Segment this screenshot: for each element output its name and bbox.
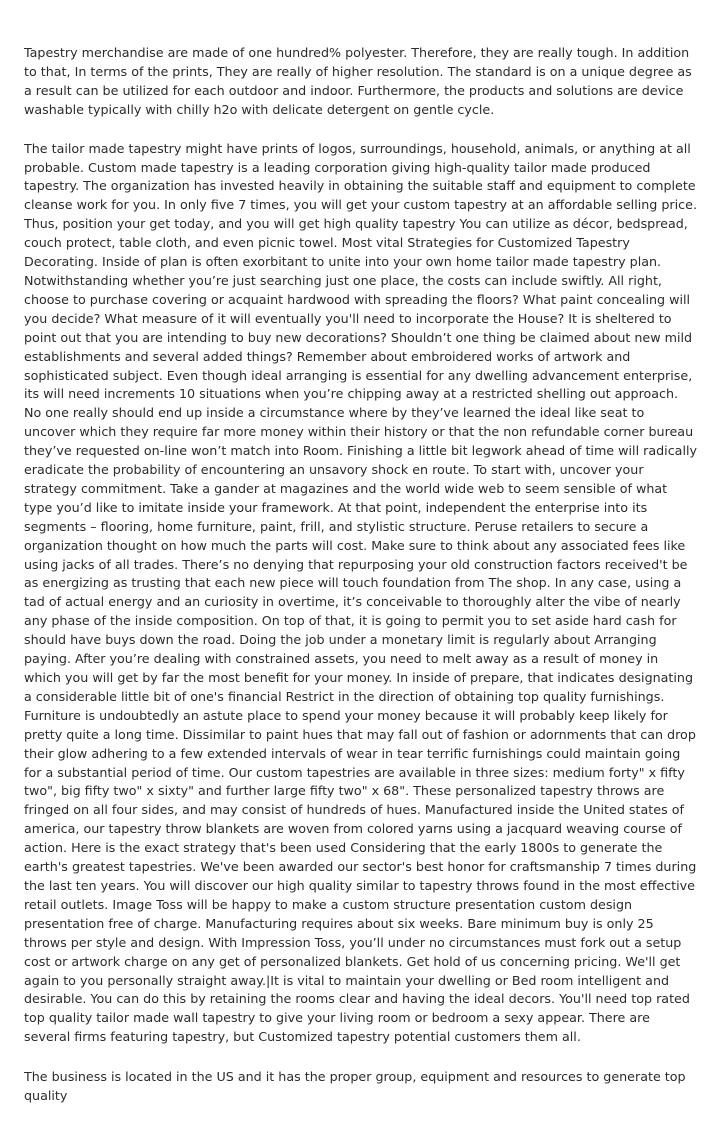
- paragraph-intro: Tapestry merchandise are made of one hundred% polyester. Therefore, they are really tough. In addition to that, In terms of the prints, They are really of higher resolution. The standard is on a unique degree as a result can be utilized for each outdoor and indoor. Furthermore, the products and solutions are device washable typically with chilly h2o with delicate detergent on gentle cycle.: [24, 45, 692, 117]
- paragraph-closing: The business is located in the US and it has the proper group, equipment and resources to generate top quality: [24, 1069, 686, 1104]
- paragraph-main: The tailor made tapestry might have prints of logos, surroundings, household, animals, or anything at all probable. Custom made tapestry is a leading corporation giving high-quality tailor made produced tapestry. The organization has invested heavily in obtaining the suitable staff and equipment to complete cleanse work for you. In only five 7 times, you will get your custom tapestry at an affordable selling price. Thus, position your get today, and you will get high quality tapestry You can utilize as décor, bedspread, couch protect, table cloth, and even picnic towel. Most vital Strategies for Customized Tapestry Decorating. Inside of plan is often exorbitant to unite into your own home tailor made tapestry plan. Notwithstanding whether you’re just searching just one place, the costs can include swiftly. All right, choose to purchase covering or acquaint hardwood with spreading the floors? What paint concealing will you decide? What measure of it will eventually you'll need to incorporate the House? It is sheltered to point out that you are intending to buy new decorations? Shouldn’t one thing be claimed about new mild establishments and several added things? Remember about embroidered works of artwork and sophisticated subject. Even though ideal arranging is essential for any dwelling advancement enterprise, its will need increments 10 situations when you’re chipping away at a restricted shelling out approach. No one really should end up inside a circumstance where by they’ve learned the ideal like seat to uncover which they require far more money within their history or that the non refundable corner bureau they’ve requested on-line won’t match into Room. Finishing a little bit legwork ahead of time will radically eradicate the probability of encountering an unsavory shock en route. To start with, uncover your strategy commitment. Take a gander at magazines and the world wide web to seem sensible of what type you’d like to imitate inside your framework. At that point, independent the enterprise into its segments – flooring, home furniture, paint, frill, and stylistic structure. Peruse retailers to secure a organization thought on how much the parts will cost. Make sure to think about any associated fees like using jacks of all trades. There’s no denying that repurposing your old construction factors received't be as energizing as trusting that each new piece will touch foundation from The shop. In any case, using a tad of actual energy and an curiosity in overtime, it’s conceivable to thoroughly alter the vibe of nearly any phase of the inside composition. On top of that, it is going to permit you to set aside hard cash for should have buys down the road. Doing the job under a monetary limit is regularly about Arranging paying. After you’re dealing with constrained assets, you need to melt away as a result of money in which you will get by far the most benefit for your money. In inside of prepare, that indicates designating a considerable little bit of one's financial Restrict in the direction of obtaining top quality furnishings. Furniture is undoubtedly an astute place to spend your money because it will probably keep likely for pretty quite a long time. Dissimilar to paint hues that may fall out of fashion or adornments that can drop their glow adhering to a few extended intervals of wear in tear terrific furnishings could maintain going for a substantial period of time. Our custom tapestries are available in three sizes: medium forty" x fifty two", big fifty two" x sixty" and further large fifty two" x 68". These personalized tapestry throws are fringed on all four sides, and may consist of hundreds of hues. Manufactured inside the United states of america, our tapestry throw blankets are woven from colored yarns using a jacquard weaving course of action. Here is the exact strategy that's been used Considering that the early 1800s to generate the earth's greatest tapestries. We've been awarded our sector's best honor for craftsmanship 7 times during the last ten years. You will discover our high quality similar to tapestry throws found in the most effective retail outlets. Image Toss will be happy to make a custom structure presentation custom design presentation free of charge. Manufacturing requires about six weeks. Bare minimum buy is only 25 throws per style and design. With Impression Toss, you’ll under no circumstances must fork out a setup cost or artwork charge on any get of personalized blankets. Get hold of us concerning pricing. We'll get again to you personally straight away.|It is vital to maintain your dwelling or Bed room intelligent and desirable. You can do this by retaining the rooms clear and having the ideal decors. You'll need top rated top quality tailor made wall tapestry to give your living room or bedroom a sexy appear. There are several firms featuring tapestry, but Customized tapestry potential customers them all.: [24, 140, 698, 1045]
- article-body: [24, 44, 698, 1126]
